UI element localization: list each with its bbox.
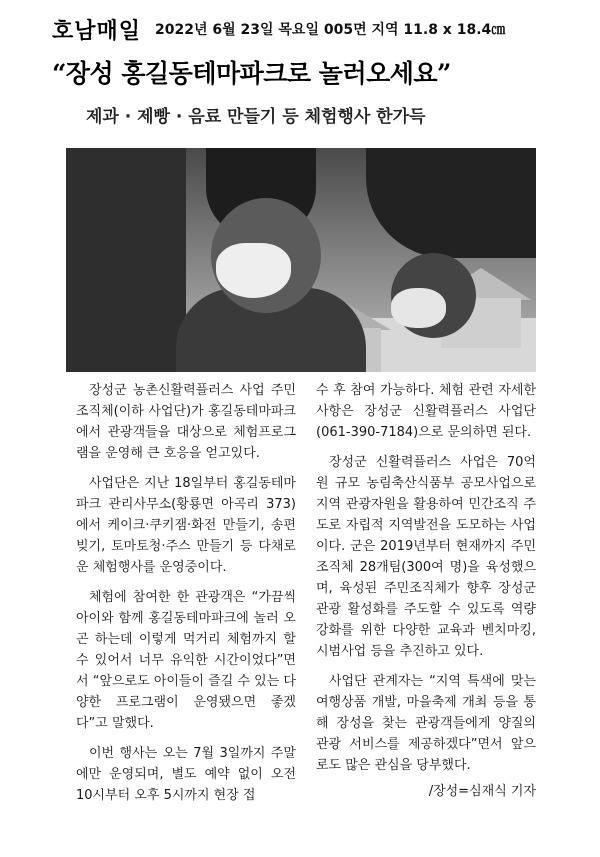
news-photo-icon: [66, 148, 536, 372]
paragraph: 장성군 신활력플러스 사업은 70억 원 규모 농림축산식품부 공모사업으로 지역 관광자원을 활용하여 민간조직 주도로 자립적 지역발전을 도모하는 사업이다. 군은 2019년부터 현재까지 주민조직체 28개팀(300여 명)을 육성했으며, 육성된 주민조직체가 향후 장성군 관광 활성화를 주도할 수 있도록 역량 강화를 위한 다양한 교육과 벤치마킹, 시범사업 등을 추진하고 있다.: [316, 455, 536, 659]
subhead: 제과 · 제빵 · 음료 만들기 등 체험행사 한가득: [86, 107, 426, 127]
paragraph: 체험에 참여한 한 관광객은 “가끔씩 아이와 함께 홍길동테마파크에 놀러 오곤 하는데 이렇게 먹거리 체험까지 할 수 있어서 너무 유익한 시간이었다”면서 “앞으로도 아이들이 즐길 수 있는 다양한 프로그램이 운영됐으면 좋겠다”고 말했다.: [76, 590, 296, 731]
paper-name: 호남매일: [52, 17, 142, 44]
paragraph: 이번 행사는 오는 7월 3일까지 주말에만 운영되며, 별도 예약 없이 오전 10시부터 오후 5시까지 현장 접: [76, 746, 296, 803]
dateline: 2022년 6월 23일 목요일 005면 지역 11.8 x 18.4㎝: [155, 22, 506, 38]
paragraph: 수 후 참여 가능하다. 체험 관련 자세한 사항은 장성군 신활력플러스 사업단(061-390-7184)으로 문의하면 된다.: [316, 383, 536, 440]
article-column-2: [316, 380, 536, 820]
paragraph: 장성군 농촌신활력플러스 사업 주민조직체(이하 사업단)가 홍길동테마파크에서 관광객들을 대상으로 체험프로그램을 운영해 큰 호응을 얻고있다.: [76, 383, 296, 461]
paragraph: 사업단 관계자는 “지역 특색에 맞는 여행상품 개발, 마을축제 개최 등을 통해 장성을 찾는 관광객들에게 양질의 관광 서비스를 제공하겠다”면서 앞으로도 많은 관심을 당부했다.: [316, 674, 536, 773]
article-column-1: [76, 380, 296, 820]
masthead: [52, 14, 572, 44]
headline: “장성 홍길동테마파크로 놀러오세요”: [52, 59, 451, 88]
byline: /장성=심재식 기자: [428, 784, 536, 799]
article-body: [76, 380, 536, 820]
paragraph: 사업단은 지난 18일부터 홍길동테마파크 관리사무소(황룡면 아곡리 373)에서 케이크·쿠키잼·화전 만들기, 송편 빚기, 토마토청·주스 만들기 등 다채로운 체험행사를 운영중이다.: [76, 476, 296, 575]
